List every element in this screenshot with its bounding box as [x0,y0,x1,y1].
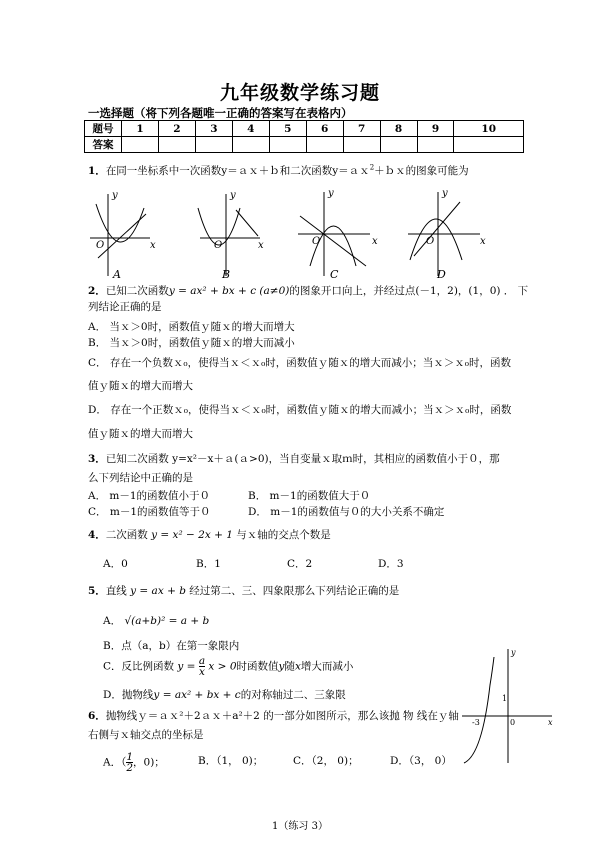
question-number-cell: 9 [417,121,454,137]
formula: y = ax + b [130,585,186,597]
question-text: 已知二次函数 y=x²－x＋ａ(ａ>0)，当自变量ｘ取ｍ时，其相应的函数值小于０，那 [105,453,500,465]
option-b[interactable]: B．点（a，b）在第一象限内 [103,640,240,652]
question-number-cell: 7 [343,121,380,137]
option-text: A．（ [103,756,127,769]
y-axis-label: y [328,188,334,199]
tick-label: -3 [472,718,480,727]
origin-label: O [312,236,321,247]
option-a[interactable]: A．0 [103,558,128,570]
option-a[interactable] [103,613,209,628]
option-text: ，0)； [133,756,165,769]
option-b[interactable]: B． m－1的函数值大于０ [248,490,371,502]
question-5-stem [88,583,399,598]
option-d[interactable]: D． m－1的函数值与０的大小关系不确定 [248,506,445,518]
denominator: x [198,666,205,678]
option-b[interactable]: B．1 [196,558,221,570]
x-axis-label: x [480,236,486,247]
graph-label-c: C [330,268,339,281]
question-number-cell: 3 [195,121,232,137]
x-axis-label: x [548,718,553,727]
origin-label: 0 [510,718,516,727]
option-c[interactable]: C． m－1的函数值等于０ [88,506,211,518]
answer-cell[interactable] [122,137,159,153]
option-d-cont: 值ｙ随ｘ的增大而增大 [88,428,193,440]
option-text: 增大而减小 [300,660,354,673]
table-header-cell: 题号 [85,121,122,137]
fraction [199,656,205,677]
superscript: 2 [369,163,375,172]
question-1-graphs [88,186,488,286]
answer-cell[interactable] [343,137,380,153]
option-d[interactable]: D． 存在一个正数ｘ₀，使得当ｘ＜ｘ₀时，函数值ｙ随ｘ的增大而减小；当ｘ＞ｘ₀时，函数 [88,404,512,416]
origin-label: O [96,240,105,251]
page-footer: 1（练习 3） [272,821,328,832]
question-number: 6． [88,710,106,722]
numerator: a [198,655,206,667]
formula: x [294,660,301,673]
question-text: 二次函数 [105,529,148,541]
option-text: 随 [284,660,295,673]
origin-label: O [214,240,223,251]
option-c[interactable]: C． 存在一个负数ｘ₀，使得当ｘ＜ｘ₀时，函数值ｙ随ｘ的增大而减小；当ｘ＞ｘ₀时，函数 [88,357,511,369]
question-text: 已知二次函数 [105,285,169,297]
x-axis-label: x [372,236,378,247]
question-4-stem [88,527,331,542]
answer-cell[interactable] [158,137,195,153]
answer-table [84,120,524,153]
answer-cell[interactable] [269,137,306,153]
option-c[interactable]: C．2 [287,558,313,570]
question-text: 的图象开口向上，并经过点(－1，2)，(1，0) ． 下 [289,285,529,297]
formula: √(a+b)² = a + b [124,615,210,627]
question-text: 在同一坐标系中一次函数y＝ａｘ＋ｂ和二次函数y＝ａｘ [105,165,370,177]
formula: y [278,660,285,673]
graph-a [90,194,150,276]
question-2-stem-cont: 列结论正确的是 [88,301,162,313]
answer-cell[interactable] [306,137,343,153]
question-number-cell: 10 [454,121,524,137]
option-d[interactable] [103,687,346,702]
graph-label-a: A [113,268,121,281]
answer-cell[interactable] [454,137,524,153]
graph-b [198,194,260,276]
answer-cell[interactable] [232,137,269,153]
option-a[interactable]: A． 当ｘ＞0时，函数值ｙ随ｘ的增大而增大 [88,321,295,333]
graph-c [298,192,370,276]
table-header-cell: 答案 [85,137,122,153]
formula: y = ax² + bx + c (a≠0) [168,285,290,297]
parabola-curve [464,657,494,763]
graph-d [408,192,480,276]
tick-label: 1 [502,694,508,703]
option-text: C．反比例函数 [103,660,175,673]
numerator: 1 [126,751,134,763]
option-c[interactable] [103,656,353,677]
answer-cell[interactable] [195,137,232,153]
option-text: 的对称轴过二、三象限 [240,689,346,701]
graph-label-d: D [437,268,446,281]
question-number-cell: 1 [122,121,159,137]
formula: y = ax² + bx + c [153,689,241,701]
question-6-stem-cont: 右侧与ｘ轴交点的坐标是 [88,729,204,741]
option-b[interactable]: B．（1， 0)； [198,755,264,767]
page-title: 九年级数学练习题 [219,82,380,104]
x-axis-label: x [258,240,264,251]
option-label: A． [103,615,122,627]
question-6-stem [88,708,459,723]
answer-cell[interactable] [380,137,417,153]
question-number-cell: 5 [269,121,306,137]
straight-line [236,210,258,236]
question-number: 5． [88,585,106,597]
option-b[interactable]: B． 当ｘ＞0时，函数值ｙ随ｘ的增大而减小 [88,337,295,349]
option-text: 时函数值 [236,660,279,673]
question-number: 1． [88,165,106,177]
y-axis-label: y [511,648,516,657]
question-number-cell: 4 [232,121,269,137]
question-text: 抛物线ｙ＝ａｘ²＋2ａｘ＋a²＋2 的一部分如图所示，那么该抛 物 线在ｙ轴 [105,710,459,722]
option-a[interactable] [103,752,165,773]
option-a[interactable]: A． m－1的函数值小于０ [88,490,211,502]
question-number: 2． [88,285,106,297]
question-3-stem-cont: 么下列结论中正确的是 [88,472,193,484]
question-2-stem [88,283,528,298]
question-1-stem [88,163,469,178]
x-axis-label: x [150,240,156,251]
parabola-curve [410,219,462,260]
straight-line [98,214,146,258]
question-text: 与ｘ轴的交点个数是 [236,529,331,541]
option-text: D．抛物线 [103,689,154,701]
origin-label: O [426,236,435,247]
question-text: ＋ｂｘ的图象可能为 [374,165,469,177]
question-number: 4． [88,529,106,541]
option-c-cont: 值ｙ随ｘ的增大而增大 [88,380,193,392]
formula: x > 0 [208,660,237,673]
graph-label-b: B [222,268,231,281]
question-number: 3． [88,453,106,465]
formula: y = [177,660,196,673]
y-axis-label: y [112,190,118,201]
question-number-cell: 2 [158,121,195,137]
question-3-stem [88,451,500,466]
answer-cell[interactable] [417,137,454,153]
option-c[interactable]: C．（2， 0)； [293,755,359,767]
straight-line [414,202,460,256]
y-axis-label: y [230,190,236,201]
formula: y = x² − 2x + 1 [151,529,233,541]
y-axis-label: y [442,188,448,199]
option-d[interactable]: D．3 [378,558,404,570]
question-6-graph [458,645,558,765]
question-number-cell: 6 [306,121,343,137]
table-row [85,121,524,137]
question-text: 经过第二、三、四象限那么下列结论正确的是 [189,585,400,597]
straight-line [300,216,366,266]
question-number-cell: 8 [380,121,417,137]
section-header: 一选择题（将下列各题唯一正确的答案写在表格内） [88,106,353,120]
denominator: 2 [126,762,134,774]
option-d[interactable]: D．（3， 0） [390,755,452,767]
question-text: 直线 [105,585,127,597]
table-row [85,137,524,153]
